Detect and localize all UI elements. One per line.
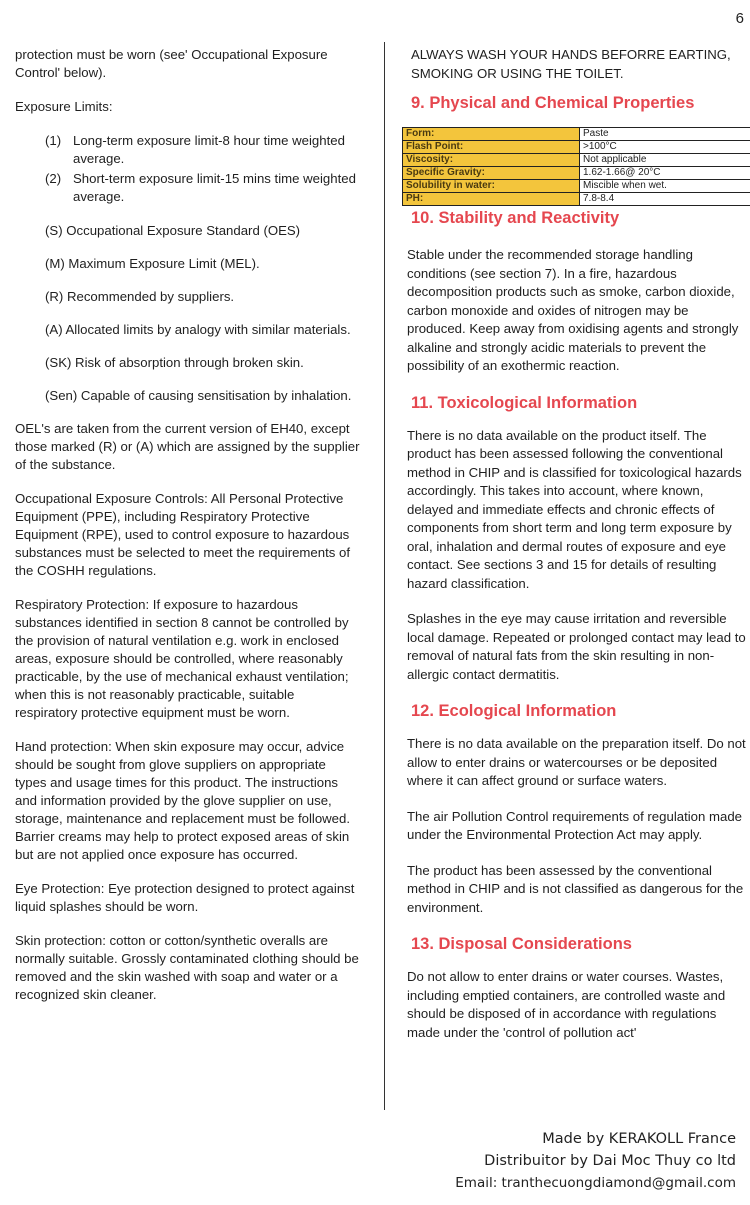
table-row [403, 154, 750, 167]
distributor-line: Distribuitor by Dai Moc Thuy co ltd [484, 1153, 736, 1169]
list-item-text: Long-term exposure limit-8 hour time weighted average. [73, 133, 345, 166]
abbreviation-oes: (S) Occupational Exposure Standard (OES) [45, 223, 301, 238]
property-value: Miscible when wet. [580, 180, 750, 193]
property-value: Paste [580, 128, 750, 141]
right-column [407, 46, 747, 1059]
section-12-paragraph-2: The air Pollution Control requirements of regulation made under the Environmental Protection Act may apply. [407, 808, 742, 842]
abbreviation-allocated: (A) Allocated limits by analogy with similar materials. [45, 322, 351, 337]
list-item [45, 132, 360, 168]
ppe-intro-paragraph: protection must be worn (see' Occupational Exposure Control' below). [15, 47, 328, 80]
list-item-number: (1) [45, 133, 62, 148]
respiratory-protection-paragraph: Respiratory Protection: If exposure to hazardous substances identified in section 8 cannot be controlled by the provision of natural ventilation e.g. work in enclosed areas, exposure should be controlled, where reasonably practicable, by the use of mechanical exhaust ventilation; when this is not reasonably practicable, suitable respiratory protective equipment must be worn. [15, 597, 349, 720]
section-11-paragraph-2: Splashes in the eye may cause irritation and reversible local damage. Repeated or prolonged contact may lead to removal of natural fats from the skin resulting in non-allergic contact dermatitis. [407, 611, 746, 682]
oel-paragraph: OEL's are taken from the current version of EH40, except those marked (R) or (A) which are assigned by the supplier of the substance. [15, 421, 360, 472]
exposure-limits-list [15, 132, 360, 206]
list-item-text: Short-term exposure limit-15 mins time weighted average. [73, 171, 356, 204]
email-line: Email: tranthecuongdiamond@gmail.com [455, 1175, 736, 1191]
section-9-heading: 9. Physical and Chemical Properties [411, 94, 695, 112]
property-key: Flash Point: [403, 141, 580, 154]
section-10-heading: 10. Stability and Reactivity [411, 209, 620, 227]
section-11-paragraph-1: There is no data available on the product itself. The product has been assessed following the conventional method in CHIP and is classified for toxicological hazards accordingly. This takes into account, where known, delayed and immediate effects and chronic effects of components from short term and long term exposure by oral, inhalation and dermal routes of exposure and eye contact. See sections 3 and 15 for details of resulting hazard classification. [407, 427, 742, 591]
section-12-paragraph-1: There is no data available on the preparation itself. Do not allow to enter drains or watercourses or be deposited where it can affect ground or surface waters. [407, 736, 746, 788]
property-value: >100°C [580, 141, 750, 154]
table-row [403, 128, 750, 141]
occupational-controls-paragraph: Occupational Exposure Controls: All Personal Protective Equipment (PPE), including Respiratory Protective Equipment (RPE), used to control exposure to hazardous substances must be selected to meet the requirements of the COSHH regulations. [15, 491, 350, 578]
list-item-number: (2) [45, 171, 62, 186]
skin-protection-paragraph: Skin protection: cotton or cotton/synthetic overalls are normally suitable. Grossly contaminated clothing should be removed and the skin washed with soap and water or a recognized skin cleaner. [15, 933, 359, 1002]
property-key: Solubility in water: [403, 180, 580, 193]
manufacturer-line: Made by KERAKOLL France [542, 1131, 736, 1147]
property-key: Specific Gravity: [403, 167, 580, 180]
properties-table [402, 127, 750, 206]
property-value: Not applicable [580, 154, 750, 167]
section-13-text: Do not allow to enter drains or water courses. Wastes, including emptied containers, are controlled waste and should be disposed of in accordance with regulations made under the 'control of pollution act' [407, 969, 726, 1040]
hand-wash-notice: ALWAYS WASH YOUR HANDS BEFORRE EARTING, SMOKING OR USING THE TOILET. [411, 47, 731, 81]
abbreviation-mel: (M) Maximum Exposure Limit (MEL). [45, 256, 260, 271]
abbreviation-skin: (SK) Risk of absorption through broken skin. [45, 355, 304, 370]
table-row [403, 167, 750, 180]
table-row [403, 180, 750, 193]
exposure-limits-heading: Exposure Limits: [15, 99, 113, 114]
section-12-heading: 12. Ecological Information [411, 702, 617, 720]
page-number: 6 [735, 10, 744, 27]
section-12-paragraph-3: The product has been assessed by the conventional method in CHIP and is not classified as dangerous for the environment. [407, 862, 744, 915]
section-13-heading: 13. Disposal Considerations [411, 935, 632, 953]
footer [455, 1128, 736, 1194]
property-value: 1.62-1.66@ 20°C [580, 167, 750, 180]
left-column [15, 46, 360, 1020]
property-key: PH: [403, 193, 580, 206]
property-value: 7.8-8.4 [580, 193, 750, 206]
table-row [403, 141, 750, 154]
abbreviation-sensitisation: (Sen) Capable of causing sensitisation by inhalation. [45, 388, 352, 403]
section-11-heading: 11. Toxicological Information [411, 393, 638, 412]
list-item [45, 170, 360, 206]
table-row [403, 193, 750, 206]
property-key: Form: [403, 128, 580, 141]
column-divider [384, 42, 385, 1110]
hand-protection-paragraph: Hand protection: When skin exposure may occur, advice should be sought from glove suppliers on appropriate types and usage times for this product. The instructions and information provided by the glove supplier on use, storage, maintenance and replacement must be followed. Barrier creams may help to protect exposed areas of skin but are not applied once exposure has occurred. [15, 739, 351, 862]
abbreviation-recommended: (R) Recommended by suppliers. [45, 289, 235, 304]
section-10-text: Stable under the recommended storage handling conditions (see section 7). In a fire, hazardous decomposition products such as smoke, carbon dioxide, carbon monoxide and oxides of nitrogen may be produced. Keep away from oxidising agents and strongly alkaline and strongly acidic materials to prevent the possibility of an exothermic reaction. [407, 247, 739, 373]
property-key: Viscosity: [403, 154, 580, 167]
eye-protection-paragraph: Eye Protection: Eye protection designed to protect against liquid splashes should be worn. [15, 881, 355, 914]
